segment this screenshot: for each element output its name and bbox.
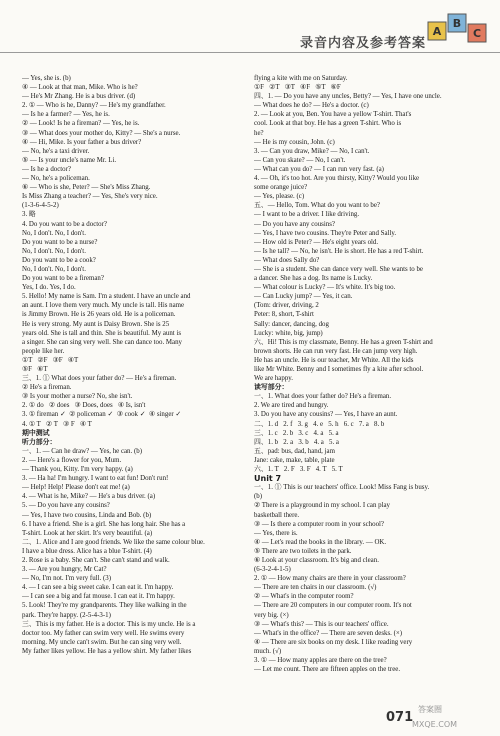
answer-line: 三、1. c 2. b 3. c 4. a 5. a <box>254 429 339 437</box>
answer-line: — I want to be a driver. I like driving. <box>254 211 360 219</box>
answer-line: — Is he tall? — No, he isn't. He is short. He has a red T-shirt. <box>254 247 424 255</box>
answer-line: 5. Look! They're my grandparents. They like walking in the <box>22 602 187 610</box>
answer-line: ⑥ Look at your classroom. It's big and clean. <box>254 556 379 564</box>
answer-line: — He is my cousin, John. (c) <box>254 138 335 146</box>
answer-line: — Yes, she is. (b) <box>22 75 71 82</box>
answer-line: very big. (×) <box>254 611 289 619</box>
answer-line: — No, I'm not. I'm very full. (3) <box>22 575 111 583</box>
answer-line: — What colour is Lucky? — It's white. It's big too. <box>254 284 396 292</box>
answer-line: brown shorts. He can run very fast. He can jump very high. <box>254 347 418 355</box>
answer-line: Jane: cake, make, table, plate <box>254 456 335 464</box>
answer-line: — What can you do? — I can run very fast. (a) <box>254 165 384 173</box>
logo-letter: A <box>432 25 442 38</box>
answer-line: — Let me count. There are fifteen apples on the tree. <box>254 666 401 674</box>
answer-line: He has an uncle. He is our teacher, Mr White. All the kids <box>254 356 414 364</box>
answer-line: 六、1. T 2. F 3. F 4. T 5. T <box>254 466 343 474</box>
answer-line: ④ — There are six books on my desk. I like reading very <box>254 638 413 646</box>
answer-line: 2. ① — Who is he, Danny? — He's my grandfather. <box>22 102 166 110</box>
answer-line: — Is he a farmer? — Yes, he is. <box>22 111 110 119</box>
answer-line: — Can Lucky jump? — Yes, it can. <box>254 293 353 301</box>
answer-line: Do you want to be a cook? <box>22 256 96 264</box>
answer-line: 2. — Look at you, Ben. You have a yellow T-shirt. That's <box>254 111 412 119</box>
answer-line: My father likes yellow. He has a yellow shirt. My father likes <box>22 647 192 655</box>
answer-line: 3. 略 <box>22 211 36 219</box>
answer-line: — No, he's a taxi driver. <box>22 147 90 155</box>
answer-line: much. (√) <box>254 647 282 655</box>
answer-line: (1-3-6-4-5-2) <box>22 202 59 210</box>
answer-line: morning. My uncle can't swim. But he can sing very well. <box>22 638 182 646</box>
answer-line: 3. ① — How many apples are there on the tree? <box>254 657 387 664</box>
answer-line: basketball there. <box>254 511 300 519</box>
answer-line: is Jimmy Brown. He is 26 years old. He is a policeman. <box>22 311 176 319</box>
answer-line: 3. — Are you hungry, Mr Cat? <box>22 566 107 574</box>
logo-letter: C <box>472 27 482 40</box>
answer-line: I have a blue dress. Alice has a blue T-shirt. (4) <box>22 547 152 555</box>
answer-line: 五、pad: bus, dad, hand, jam <box>254 447 335 455</box>
answer-line: an aunt. I love them very much. My uncle is tall. His name <box>22 302 185 310</box>
answer-line: 三、This is my father. He is a doctor. This is my uncle. He is a <box>22 620 196 628</box>
header-title: 录音内容及参考答案 <box>300 36 427 51</box>
answer-line: 3. — Ha ha! I'm hungry. I want to eat fun! Don't run! <box>22 475 169 483</box>
answer-line: — Can you skate? — No, I can't. <box>254 156 346 164</box>
answer-line: — What does he do? — He's a doctor. (c) <box>254 102 369 110</box>
answer-line: — There are 20 computers in our computer room. It's not <box>254 602 412 610</box>
answer-line: 3. Do you have any cousins? — Yes, I have an aunt. <box>254 411 398 419</box>
answer-line: No, I don't. No, I don't. <box>22 229 86 237</box>
section-heading: Unit 7 <box>254 474 282 484</box>
answer-line: Sally: dancer, dancing, dog <box>254 320 329 328</box>
header-divider <box>0 52 500 53</box>
answer-line: — What does Sally do? <box>254 256 320 264</box>
section-heading: 听力部分： <box>22 437 57 446</box>
watermark-text: 答案圈 <box>418 705 442 714</box>
answer-line: 6. I have a friend. She is a girl. She has long hair. She has a <box>22 520 186 528</box>
answer-line: 一、1. ① This is our teachers' office. Look! Miss Fang is busy. <box>254 484 430 492</box>
answer-line: Yes, I do. Yes, I do. <box>22 284 76 292</box>
answer-line: ④ — Hi, Mike. Is your father a bus driver? <box>22 138 142 146</box>
answer-line: 3. ① fireman ✓ ② policeman ✓ ③ cook ✓ ④ singer ✓ <box>22 411 182 419</box>
answer-line: 4. ① T ② T ③ F ④ T <box>22 420 92 428</box>
answer-line: — There are ten chairs in our classroom. (√) <box>254 584 377 592</box>
answer-line: ② — Look! Is he a fireman? — Yes, he is. <box>22 120 140 128</box>
answer-line: No, I don't. No, I don't. <box>22 247 86 255</box>
answer-line: 5. Hello! My name is Sam. I'm a student. I have an uncle and <box>22 293 191 301</box>
answer-line: 四、1. b 2. a 3. b 4. a 5. a <box>254 438 339 446</box>
answer-line: Do you want to be a fireman? <box>22 275 104 283</box>
answer-line: 5. — Do you have any cousins? <box>22 502 110 510</box>
answer-line: — She is a student. She can dance very well. She wants to be <box>254 265 423 273</box>
answer-line: ② There is a playground in my school. I can play <box>254 502 390 510</box>
answer-line: 二、1. Alice and I are good friends. We like the same colour blue. <box>22 538 205 546</box>
answer-line: — What's in the office? — There are seven desks. (×) <box>254 629 403 637</box>
answer-line: 4. — What is he, Mike? — He's a bus driver. (a) <box>22 493 156 501</box>
right-column <box>254 74 490 674</box>
answer-line: — Yes, I have two cousins. They're Peter and Sally. <box>254 229 397 237</box>
answer-line: (6-3-2-4-1-5) <box>254 566 291 574</box>
answer-line: 一、1. — Can he draw? — Yes, he can. (b) <box>22 447 142 455</box>
answer-line: ⑤F ⑥T <box>22 366 48 373</box>
answer-line: T-shirt. Look at her skirt. It's very beautiful. (a) <box>22 529 153 537</box>
answer-line: — I can see a big and fat mouse. I can eat it. I'm happy. <box>22 593 175 601</box>
answer-line: — He's Mr Zhang. He is a bus driver. (d) <box>22 93 136 101</box>
answer-line: Peter: 8, short, T-shirt <box>254 311 314 319</box>
watermark-url: MXQE.COM <box>412 720 458 729</box>
answer-line: — Yes, there is. <box>254 529 298 537</box>
answer-line: ② — What's in the computer room? <box>254 593 354 601</box>
answer-line: ①F ②T ③T ④F ⑤T ⑥F <box>254 84 341 92</box>
answer-line: — Thank you, Kitty. I'm very happy. (a) <box>22 466 133 474</box>
section-heading: 读写部分： <box>254 383 289 392</box>
answer-line: — No, he's a policeman. <box>22 175 90 183</box>
abc-blocks-logo-icon <box>426 6 490 52</box>
answer-line: — Do you have any cousins? <box>254 220 335 228</box>
answer-line: years old. She is tall and thin. She is beautiful. My aunt is <box>22 329 182 337</box>
answer-line: ② He's a fireman. <box>22 384 72 392</box>
answer-line: We are happy. <box>254 375 293 383</box>
answer-line: some orange juice? <box>254 184 308 192</box>
section-heading: 期中测试 <box>22 428 50 437</box>
answer-line: — Help! Help! Please don't eat me! (a) <box>22 484 130 492</box>
answer-line: 四、1. — Do you have any uncles, Betty? — Yes, I have one uncle. <box>254 93 442 101</box>
answer-line: like Mr White. Benny and I sometimes fly a kite after school. <box>254 366 424 373</box>
answer-line: ⑤ There are two toilets in the park. <box>254 547 352 555</box>
answer-line: 2. We are tired and hungry. <box>254 402 329 410</box>
answer-line: 2. — Here's a flower for you, Mum. <box>22 456 122 464</box>
answer-line: doctor too. My father can swim very well. He swims every <box>22 629 185 637</box>
answer-line: ③ — Is there a computer room in your school? <box>254 520 384 528</box>
answer-line: ④ — Look at that man, Mike. Who is he? <box>22 84 138 92</box>
answer-line: (b) <box>254 493 263 501</box>
answer-line: No, I don't. No, I don't. <box>22 265 86 273</box>
answer-line: (Tom: driver, driving, 2 <box>254 302 319 310</box>
page-header <box>0 0 500 58</box>
left-column <box>22 74 252 656</box>
answer-line: 2. Rose is a baby. She can't. She can't stand and walk. <box>22 556 170 564</box>
answer-line: 4. — Oh, it's too hot. Are you thirsty, Kitty? Would you like <box>254 175 420 183</box>
answer-line: ⑤ — Is your uncle's name Mr. Li. <box>22 156 117 164</box>
answer-line: 六、Hi! This is my classmate, Benny. He has a green T-shirt and <box>254 338 433 346</box>
answer-line: ④ — Let's read the books in the library. — OK. <box>254 538 387 546</box>
logo-letter: B <box>452 17 462 30</box>
answer-line: 五、— Hello, Tom. What do you want to be? <box>254 202 380 210</box>
answer-line: He is very strong. My aunt is Daisy Brown. She is 25 <box>22 320 170 328</box>
answer-line: he? <box>254 129 264 137</box>
answer-line: 4. Do you want to be a doctor? <box>22 220 107 228</box>
answer-line: cool. Look at that boy. He has a green T-shirt. Who is <box>254 120 402 128</box>
answer-line: 2. ① — How many chairs are there in your classroom? <box>254 575 406 583</box>
answer-line: ①T ②F ③F ④T <box>22 356 79 364</box>
answer-line: 4. — I can see a big sweet cake. I can eat it. I'm happy. <box>22 584 174 592</box>
answer-line: ③ Is your mother a nurse? No, she isn't. <box>22 393 133 401</box>
answer-line: — Yes, please. (c) <box>254 193 305 201</box>
answer-line: people like her. <box>22 347 65 355</box>
answer-line: 2. ① do ② does ③ Does, does ④ Is, isn't <box>22 402 146 410</box>
answer-line: Do you want to be a nurse? <box>22 238 98 246</box>
answer-line: — Is he a doctor? <box>22 165 71 173</box>
answer-line: park. They're happy. (2-5-4-3-1) <box>22 611 111 619</box>
answer-line: flying a kite with me on Saturday. <box>254 75 348 82</box>
answer-line: ③ — What does your mother do, Kitty? — She's a nurse. <box>22 129 181 137</box>
answer-line: — How old is Peter? — He's eight years old. <box>254 238 379 246</box>
answer-line: ⑥ — Who is she, Peter? — She's Miss Zhang. <box>22 184 151 192</box>
answer-line: a dancer. She has a dog. Its name is Lucky. <box>254 275 373 283</box>
answer-line: 3. — Can you draw, Mike? — No, I can't. <box>254 147 370 155</box>
answer-line: a singer. She can sing very well. She can dance too. Many <box>22 338 182 346</box>
answer-line: Lucky: white, big, jump) <box>254 329 323 337</box>
answer-line: 三、1. ① What does your father do? — He's a fireman. <box>22 375 177 383</box>
answer-line: Is Miss Zhang a teacher? — Yes, She's very nice. <box>22 193 158 201</box>
answer-line: — Yes, I have two cousins, Linda and Bob. (b) <box>22 511 152 519</box>
page-number: 071 <box>386 710 414 725</box>
answer-line: 二、1. d 2. f 3. g 4. e 5. h 6. c 7. a 8. b <box>254 420 385 428</box>
answer-line: ③ — What's this? — This is our teachers' office. <box>254 620 389 628</box>
answer-line: 一、1. What does your father do? He's a fireman. <box>254 393 392 401</box>
